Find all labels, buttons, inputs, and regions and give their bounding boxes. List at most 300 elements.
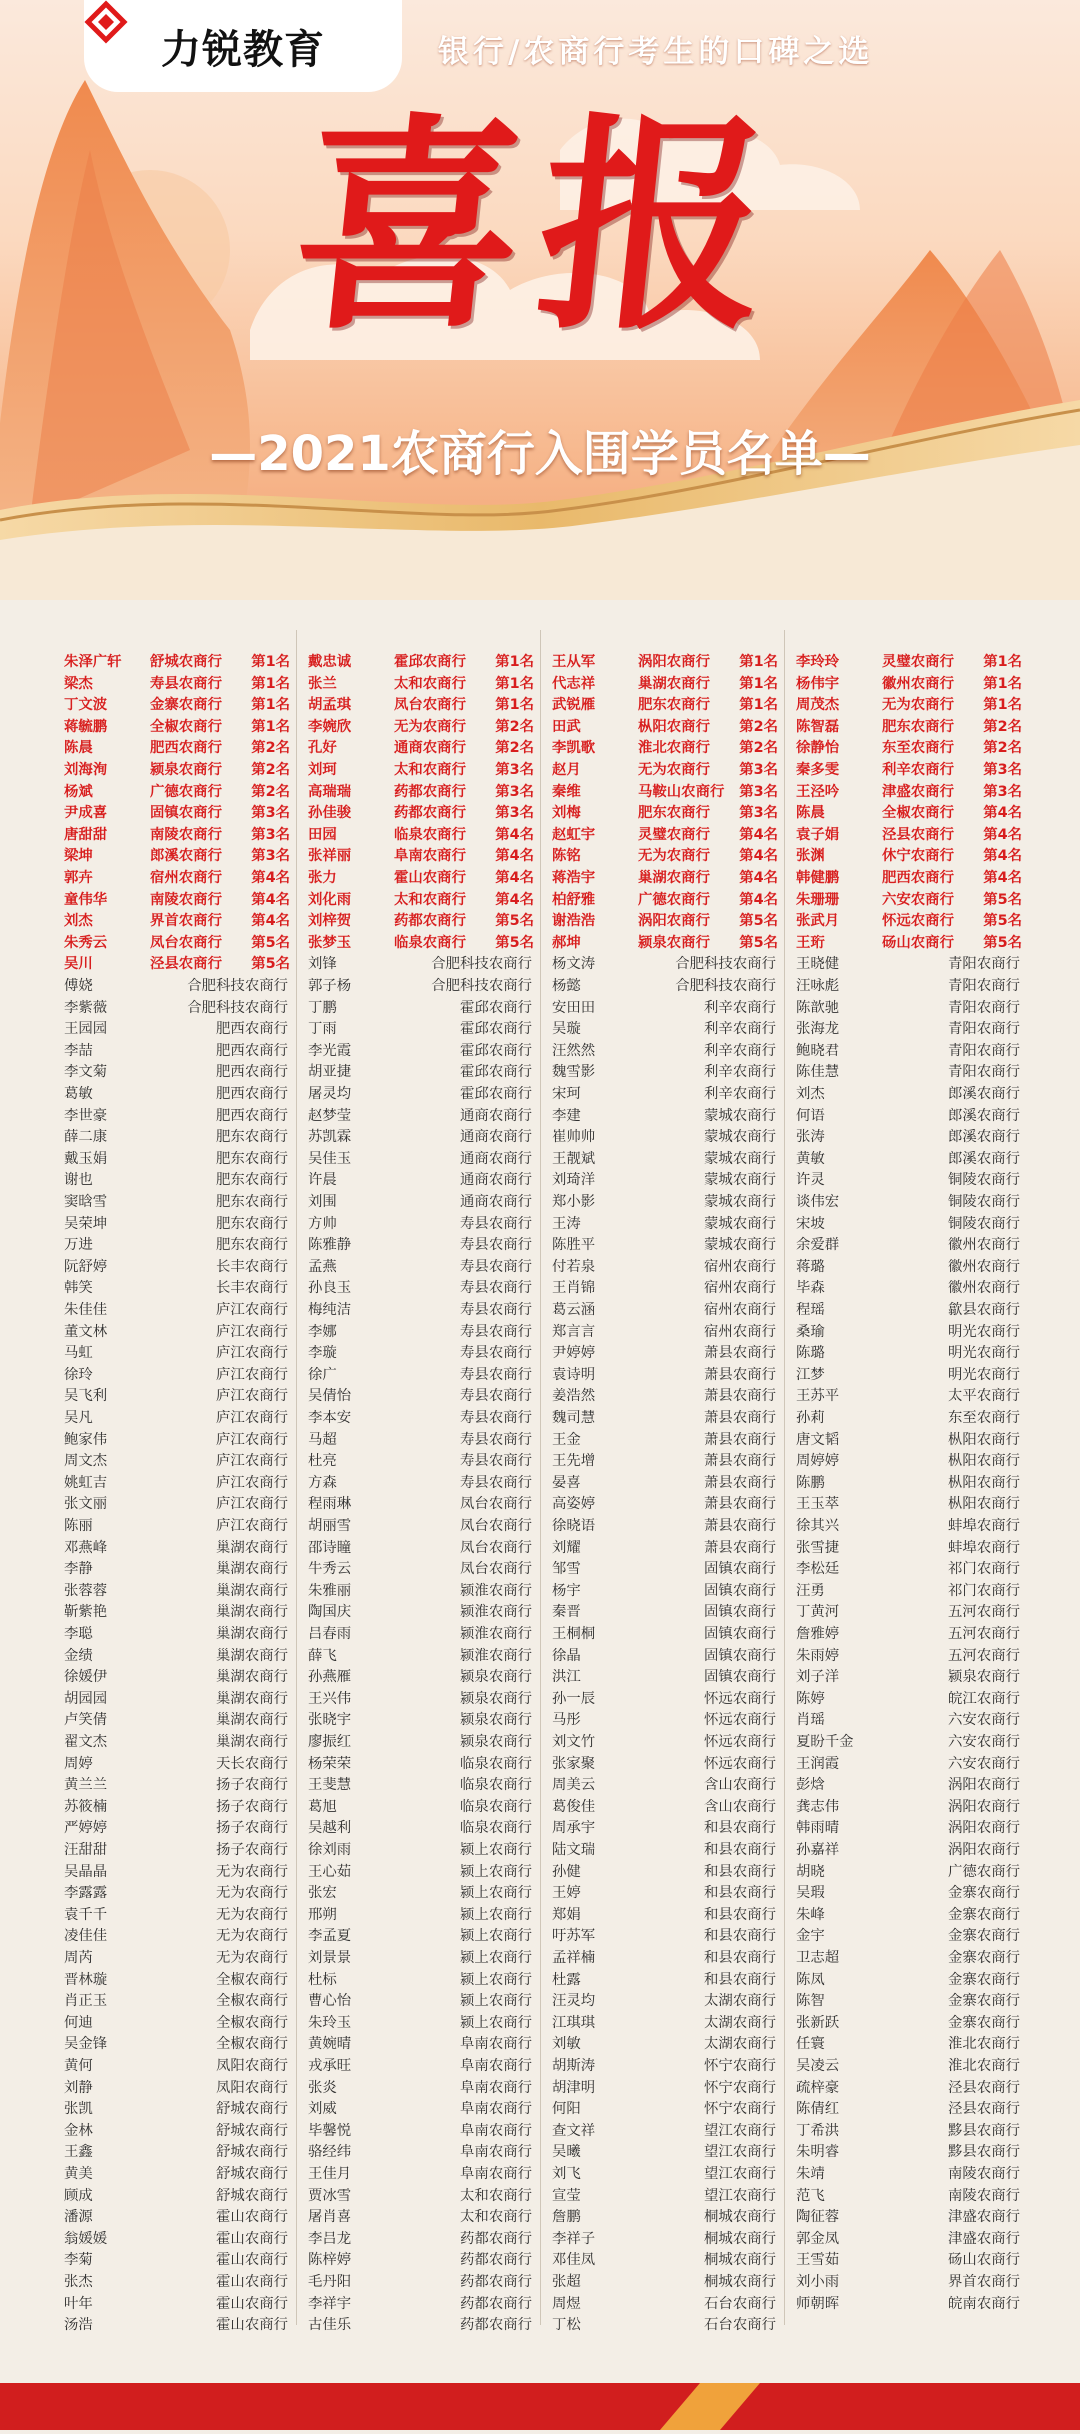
student-name: 王从军 <box>552 654 596 670</box>
bank-name: 扬子农商行 <box>216 1820 288 1837</box>
student-name: 戴忠诚 <box>308 654 352 670</box>
bank-name: 利辛农商行 <box>704 999 776 1016</box>
bank-name: 津盛农商行 <box>948 2209 1020 2226</box>
student-name: 王肖锦 <box>552 1280 596 1297</box>
bank-name: 巢湖农商行 <box>216 1582 288 1599</box>
student-name: 陈佳慧 <box>796 1064 840 1081</box>
student-name: 王润霞 <box>796 1755 840 1772</box>
student-name: 宣莹 <box>552 2187 581 2204</box>
student-name: 张祥丽 <box>308 848 352 865</box>
bank-name: 颍淮农商行 <box>460 1604 532 1621</box>
bank-name: 临泉农商行 <box>460 1820 532 1837</box>
list-item <box>544 1041 782 1063</box>
student-name: 秦维 <box>552 783 581 800</box>
bank-name: 合肥科技农商行 <box>431 978 532 994</box>
bank-name: 含山农商行 <box>704 1777 776 1794</box>
student-name: 李孟夏 <box>308 1928 352 1945</box>
bank-name: 萧县农商行 <box>704 1345 776 1362</box>
bank-name: 无为农商行 <box>394 718 466 735</box>
bank-name: 固镇农商行 <box>704 1604 776 1621</box>
student-name: 桑瑜 <box>796 1323 825 1340</box>
bank-name: 和县农商行 <box>704 1885 776 1902</box>
student-name: 汪甜甜 <box>64 1842 108 1858</box>
list-item <box>544 1062 782 1084</box>
bank-name: 蒙城农商行 <box>704 1172 776 1189</box>
bank-name: 寿县农商行 <box>460 1215 532 1232</box>
rank-badge: 第1名 <box>495 697 534 714</box>
list-item <box>788 1775 1026 1797</box>
list-item <box>300 1106 538 1128</box>
list-item <box>300 2078 538 2100</box>
list-item <box>544 2315 782 2337</box>
list-item <box>544 1235 782 1257</box>
bank-name: 无为农商行 <box>216 1928 288 1945</box>
student-name: 鲍家伟 <box>64 1431 108 1448</box>
rank-badge: 第3名 <box>983 762 1022 778</box>
bank-name: 全椒农商行 <box>882 805 954 822</box>
bank-name: 郎溪农商行 <box>150 848 222 865</box>
bank-name: 颍上农商行 <box>460 1863 532 1880</box>
student-name: 肖瑶 <box>796 1712 825 1729</box>
rank-badge: 第2名 <box>739 740 778 757</box>
rank-badge: 第4名 <box>983 848 1022 865</box>
list-item <box>56 1192 294 1214</box>
top-rank-row <box>544 717 782 739</box>
student-name: 周婷 <box>64 1755 93 1772</box>
list-item <box>544 2142 782 2164</box>
bank-name: 肥西农商行 <box>216 1086 288 1102</box>
student-name: 朱峰 <box>796 1906 825 1923</box>
bank-name: 临泉农商行 <box>460 1755 532 1772</box>
rank-badge: 第5名 <box>983 934 1022 951</box>
bank-name: 黟县农商行 <box>948 2144 1020 2161</box>
list-item <box>56 1257 294 1279</box>
student-name: 周煜 <box>552 2295 581 2312</box>
bank-name: 界首农商行 <box>948 2274 1020 2290</box>
rank-badge: 第4名 <box>983 826 1022 843</box>
bank-name: 阜南农商行 <box>460 2166 532 2182</box>
list-item <box>544 1365 782 1387</box>
list-item <box>56 1149 294 1171</box>
bank-name: 铜陵农商行 <box>948 1172 1020 1189</box>
list-item <box>300 2099 538 2121</box>
student-name: 孙燕雁 <box>308 1669 352 1686</box>
student-name: 张海龙 <box>796 1021 840 1038</box>
list-item <box>544 2294 782 2316</box>
bank-name: 巢湖农商行 <box>216 1712 288 1729</box>
bank-name: 肥西农商行 <box>150 740 222 757</box>
student-name: 唐甜甜 <box>64 826 108 843</box>
list-item <box>56 1430 294 1452</box>
student-name: 王晓健 <box>796 956 840 973</box>
student-name: 刘锋 <box>308 956 337 973</box>
student-name: 周承宇 <box>552 1820 596 1837</box>
top-rank-row <box>56 868 294 890</box>
top-rank-row <box>788 652 1026 674</box>
list-item <box>56 1862 294 1884</box>
bank-name: 桐城农商行 <box>704 2252 776 2269</box>
rank-badge: 第1名 <box>251 675 290 692</box>
bank-name: 巢湖农商行 <box>216 1626 288 1642</box>
bank-name: 巢湖农商行 <box>216 1734 288 1750</box>
list-item <box>300 2294 538 2316</box>
list-item <box>56 1818 294 1840</box>
bank-name: 徽州农商行 <box>948 1280 1020 1297</box>
student-name: 李世豪 <box>64 1107 108 1124</box>
bank-name: 凤台农商行 <box>460 1518 532 1534</box>
bank-name: 颍上农商行 <box>460 1906 532 1923</box>
bank-name: 肥西农商行 <box>216 1042 288 1059</box>
bank-name: 肥西农商行 <box>882 870 954 886</box>
top-rank-row <box>544 674 782 696</box>
bank-name: 郎溪农商行 <box>948 1086 1020 1102</box>
bank-name: 颍上农商行 <box>460 1885 532 1902</box>
top-rank-row <box>788 846 1026 868</box>
bank-name: 长丰农商行 <box>216 1258 288 1275</box>
student-name: 吴金锋 <box>64 2036 108 2053</box>
top-rank-row <box>56 738 294 760</box>
list-item <box>544 1926 782 1948</box>
list-item <box>300 1905 538 1927</box>
student-name: 骆经纬 <box>308 2144 352 2161</box>
bank-name: 霍邱农商行 <box>394 654 466 670</box>
bank-name: 庐江农商行 <box>216 1345 288 1362</box>
student-name: 朱雨婷 <box>796 1647 840 1664</box>
student-name: 朱靖 <box>796 2166 825 2182</box>
bank-name: 广德农商行 <box>948 1863 1020 1880</box>
bank-name: 金寨农商行 <box>948 1885 1020 1902</box>
list-item <box>788 1084 1026 1106</box>
list-item <box>300 2272 538 2294</box>
rank-badge: 第4名 <box>983 870 1022 886</box>
bank-name: 颍泉农商行 <box>460 1690 532 1707</box>
bank-name: 阜南农商行 <box>460 2036 532 2053</box>
top-rank-row <box>544 825 782 847</box>
list-item <box>544 1494 782 1516</box>
list-item <box>544 1905 782 1927</box>
student-name: 孙良玉 <box>308 1280 352 1297</box>
student-name: 汪勇 <box>796 1582 825 1599</box>
list-item <box>300 1970 538 1992</box>
list-item <box>56 1214 294 1236</box>
list-item <box>300 1062 538 1084</box>
bank-name: 全椒农商行 <box>150 718 222 735</box>
list-item <box>300 1710 538 1732</box>
top-rank-row <box>544 652 782 674</box>
student-name: 刘文竹 <box>552 1734 596 1750</box>
student-name: 吴璇 <box>552 1021 581 1038</box>
bank-name: 寿县农商行 <box>460 1453 532 1470</box>
bank-name: 药都农商行 <box>460 2295 532 2312</box>
bank-name: 庐江农商行 <box>216 1518 288 1534</box>
rank-badge: 第2名 <box>495 740 534 757</box>
student-name: 陈智磊 <box>796 718 840 735</box>
student-name: 张涛 <box>796 1129 825 1146</box>
student-name: 秦多雯 <box>796 762 840 778</box>
bank-name: 庐江农商行 <box>216 1388 288 1405</box>
rank-badge: 第2名 <box>983 718 1022 735</box>
list-item <box>788 1516 1026 1538</box>
student-name: 龚志伟 <box>796 1798 840 1815</box>
student-name: 宋坡 <box>796 1215 825 1232</box>
student-name: 杨斌 <box>64 783 93 800</box>
bank-name: 宿州农商行 <box>704 1302 776 1318</box>
student-name: 贾冰雪 <box>308 2187 352 2204</box>
list-item <box>544 1581 782 1603</box>
student-name: 邢朔 <box>308 1906 337 1923</box>
student-name: 刘小雨 <box>796 2274 840 2290</box>
list-item <box>544 1732 782 1754</box>
list-item <box>544 1257 782 1279</box>
student-name: 陈铭 <box>552 848 581 865</box>
rank-badge: 第2名 <box>983 740 1022 757</box>
list-item <box>56 1926 294 1948</box>
student-name: 叶年 <box>64 2295 93 2312</box>
bank-name: 五河农商行 <box>948 1604 1020 1621</box>
student-name: 李文菊 <box>64 1064 108 1081</box>
list-item <box>300 1214 538 1236</box>
list-item <box>788 2294 1026 2316</box>
top-rank-row <box>300 782 538 804</box>
student-name: 李松廷 <box>796 1561 840 1578</box>
top-rank-row <box>544 803 782 825</box>
student-name: 吁苏军 <box>552 1928 596 1945</box>
list-item <box>544 2078 782 2100</box>
list-item <box>544 1516 782 1538</box>
student-name: 李紫薇 <box>64 999 108 1016</box>
top-rank-row <box>56 911 294 933</box>
student-name: 张杰 <box>64 2274 93 2290</box>
bank-name: 五河农商行 <box>948 1647 1020 1664</box>
list-item <box>788 1862 1026 1884</box>
student-name: 田武 <box>552 718 581 735</box>
bank-name: 萧县农商行 <box>704 1388 776 1405</box>
bank-name: 凤台农商行 <box>460 1496 532 1513</box>
student-name: 刘珂 <box>308 762 337 778</box>
bank-name: 寿县农商行 <box>460 1258 532 1275</box>
list-item <box>544 1646 782 1668</box>
bank-name: 淮北农商行 <box>948 2036 1020 2053</box>
list-item <box>544 1602 782 1624</box>
bank-name: 巢湖农商行 <box>216 1539 288 1556</box>
student-name: 刘围 <box>308 1194 337 1210</box>
list-item <box>544 1862 782 1884</box>
list-item <box>56 2056 294 2078</box>
student-name: 朱秀云 <box>64 934 108 951</box>
student-name: 徐刘雨 <box>308 1842 352 1858</box>
student-name: 唐文韬 <box>796 1431 840 1448</box>
student-name: 何阳 <box>552 2101 581 2118</box>
student-name: 谢也 <box>64 1172 93 1189</box>
student-name: 邹雪 <box>552 1561 581 1578</box>
list-item <box>300 2034 538 2056</box>
student-name: 肖正玉 <box>64 1993 108 2010</box>
list-item <box>544 1689 782 1711</box>
student-name: 张家聚 <box>552 1755 596 1772</box>
student-name: 尹成喜 <box>64 805 108 822</box>
student-name: 李凯歌 <box>552 740 596 757</box>
top-rank-row <box>300 890 538 912</box>
student-name: 张凯 <box>64 2101 93 2118</box>
bank-name: 颍上农商行 <box>460 1950 532 1966</box>
rank-badge: 第5名 <box>739 913 778 930</box>
top-rank-row <box>788 782 1026 804</box>
student-name: 朱雅丽 <box>308 1582 352 1599</box>
list-item <box>788 2164 1026 2186</box>
bank-name: 津盛农商行 <box>882 783 954 800</box>
student-name: 金林 <box>64 2122 93 2139</box>
student-name: 屠肖喜 <box>308 2209 352 2226</box>
footer-decoration <box>0 2383 1080 2430</box>
bank-name: 颍泉农商行 <box>638 934 710 951</box>
list-item <box>56 1365 294 1387</box>
list-item <box>300 1516 538 1538</box>
rank-badge: 第5名 <box>983 891 1022 908</box>
bank-name: 寿县农商行 <box>460 1302 532 1318</box>
bank-name: 阜南农商行 <box>460 2144 532 2161</box>
bank-name: 通商农商行 <box>460 1129 532 1146</box>
bank-name: 合肥科技农商行 <box>675 956 776 973</box>
student-name: 付若泉 <box>552 1258 596 1275</box>
bank-name: 萧县农商行 <box>704 1453 776 1470</box>
logo-text: 力锐教育 <box>161 26 325 73</box>
bank-name: 通商农商行 <box>460 1172 532 1189</box>
student-name: 杨荣荣 <box>308 1755 352 1772</box>
list-item <box>300 1948 538 1970</box>
bank-name: 固镇农商行 <box>704 1561 776 1578</box>
list-item <box>544 1559 782 1581</box>
top-rank-row <box>56 846 294 868</box>
bank-name: 金寨农商行 <box>948 1906 1020 1923</box>
list-item <box>56 1127 294 1149</box>
list-item <box>788 2034 1026 2056</box>
student-name: 凌佳佳 <box>64 1928 108 1945</box>
student-name: 汤浩 <box>64 2317 93 2334</box>
list-item <box>300 1084 538 1106</box>
student-name: 徐晶 <box>552 1647 581 1664</box>
list-item <box>56 1602 294 1624</box>
bank-name: 金寨农商行 <box>948 2014 1020 2031</box>
list-item <box>788 1581 1026 1603</box>
list-item <box>300 1624 538 1646</box>
list-item <box>788 1170 1026 1192</box>
student-name: 王玉萃 <box>796 1496 840 1513</box>
bank-name: 石台农商行 <box>704 2317 776 2334</box>
bank-name: 肥西农商行 <box>216 1021 288 1038</box>
bank-name: 颍泉农商行 <box>460 1734 532 1750</box>
bank-name: 萧县农商行 <box>704 1366 776 1383</box>
bank-name: 凤台农商行 <box>460 1539 532 1556</box>
bank-name: 庐江农商行 <box>216 1302 288 1318</box>
list-item <box>56 998 294 1020</box>
top-rank-row <box>788 760 1026 782</box>
list-item <box>300 1430 538 1452</box>
rank-badge: 第3名 <box>495 762 534 778</box>
list-item <box>788 1494 1026 1516</box>
student-name: 孙莉 <box>796 1410 825 1426</box>
list-item <box>56 1710 294 1732</box>
bank-name: 舒城农商行 <box>216 2144 288 2161</box>
list-item <box>56 1840 294 1862</box>
bank-name: 怀远农商行 <box>704 1712 776 1729</box>
bank-name: 肥东农商行 <box>216 1172 288 1189</box>
top-rank-row <box>56 695 294 717</box>
bank-name: 利辛农商行 <box>704 1086 776 1102</box>
rank-badge: 第2名 <box>251 762 290 778</box>
bank-name: 通商农商行 <box>460 1107 532 1124</box>
list-item <box>56 2013 294 2035</box>
student-name: 王婷 <box>552 1885 581 1902</box>
student-name: 张炎 <box>308 2079 337 2096</box>
bank-name: 青阳农商行 <box>948 1042 1020 1059</box>
list-item <box>300 1775 538 1797</box>
bank-name: 庐江农商行 <box>216 1474 288 1491</box>
bank-name: 庐江农商行 <box>216 1496 288 1513</box>
student-name: 吴晶晶 <box>64 1863 108 1880</box>
bank-name: 涡阳农商行 <box>638 654 710 670</box>
bank-name: 阜南农商行 <box>460 2058 532 2074</box>
student-name: 谈伟宏 <box>796 1194 840 1210</box>
bank-name: 庐江农商行 <box>216 1323 288 1340</box>
bank-name: 太和农商行 <box>394 675 466 692</box>
list-item <box>788 1019 1026 1041</box>
list-item <box>300 1235 538 1257</box>
student-name: 徐其兴 <box>796 1518 840 1534</box>
bank-name: 金寨农商行 <box>948 1950 1020 1966</box>
student-name: 郭卉 <box>64 870 93 886</box>
student-name: 郝坤 <box>552 934 581 951</box>
bank-name: 枞阳农商行 <box>638 718 710 735</box>
student-name: 吕春雨 <box>308 1626 352 1642</box>
list-item <box>56 1754 294 1776</box>
bank-name: 青阳农商行 <box>948 999 1020 1016</box>
bank-name: 望江农商行 <box>704 2187 776 2204</box>
list-item <box>544 1883 782 1905</box>
student-name: 刘海洵 <box>64 762 108 778</box>
student-name: 丁鹏 <box>308 999 337 1016</box>
rank-badge: 第3名 <box>495 805 534 822</box>
student-name: 张文丽 <box>64 1496 108 1513</box>
student-name: 黄婉晴 <box>308 2036 352 2053</box>
student-name: 张渊 <box>796 848 825 865</box>
bank-name: 望江农商行 <box>704 2144 776 2161</box>
bank-name: 巢湖农商行 <box>638 870 710 886</box>
bank-name: 合肥科技农商行 <box>431 956 532 973</box>
bank-name: 和县农商行 <box>704 1950 776 1966</box>
student-name: 周美云 <box>552 1777 596 1794</box>
list-item <box>544 1818 782 1840</box>
student-name: 查文祥 <box>552 2122 596 2139</box>
student-name: 童伟华 <box>64 891 108 908</box>
bank-name: 霍山农商行 <box>394 870 466 886</box>
list-item <box>300 1646 538 1668</box>
student-name: 吴越利 <box>308 1820 352 1837</box>
list-item <box>56 2250 294 2272</box>
list-item <box>544 1408 782 1430</box>
list-item <box>788 2121 1026 2143</box>
list-item <box>300 1278 538 1300</box>
bank-name: 灵璧农商行 <box>882 654 954 670</box>
student-name: 陆文瑞 <box>552 1842 596 1858</box>
bank-name: 肥东农商行 <box>882 718 954 735</box>
column-divider <box>540 630 541 2325</box>
bank-name: 马鞍山农商行 <box>638 783 725 800</box>
student-name: 杜露 <box>552 1971 581 1988</box>
list-item <box>788 2056 1026 2078</box>
bank-name: 宿州农商行 <box>704 1323 776 1340</box>
list-item <box>300 2207 538 2229</box>
bank-name: 霍邱农商行 <box>460 1064 532 1081</box>
